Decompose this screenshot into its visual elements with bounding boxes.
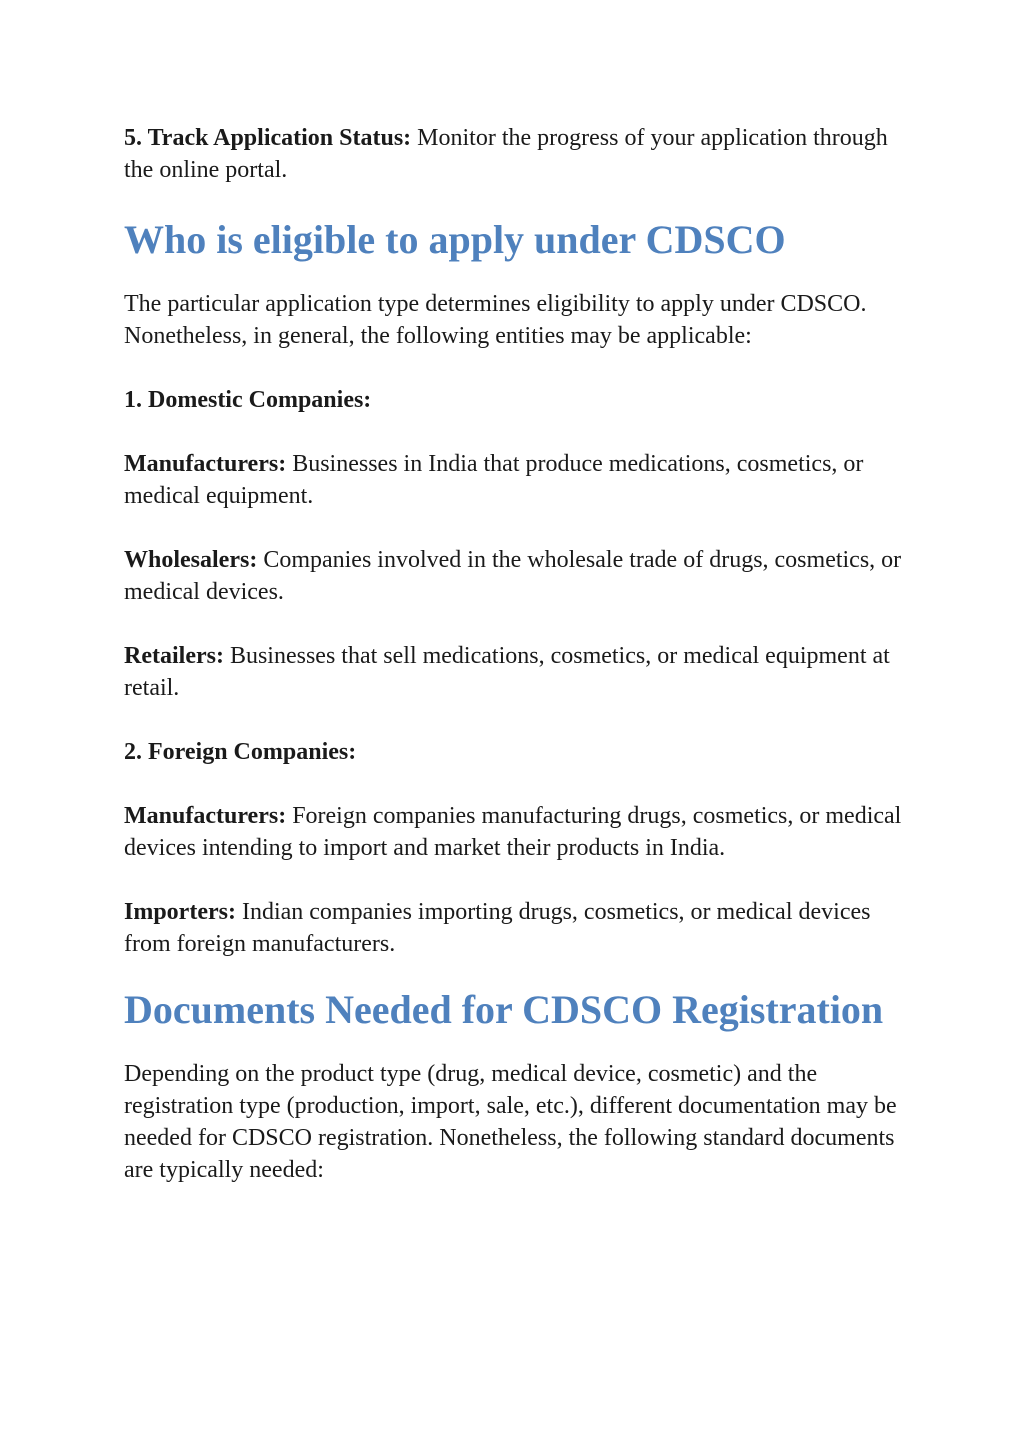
foreign-item-text: Foreign companies manufacturing drugs, cosmetics, or medical devices intending to import and market their products in India.	[124, 803, 902, 861]
documents-intro: Depending on the product type (drug, medical device, cosmetic) and the registration type (production, import, sale, etc.), different documentation may be needed for CDSCO registration. Nonetheless, the following standard documents are typically needed:	[124, 1061, 897, 1183]
eligibility-intro: The particular application type determines eligibility to apply under CDSCO. Nonetheless, in general, the following entities may be applicable:	[124, 291, 867, 349]
foreign-item-importers	[124, 896, 904, 960]
domestic-companies-title	[124, 384, 904, 416]
domestic-item-label: Wholesalers:	[124, 547, 258, 573]
foreign-companies-title-text: 2. Foreign Companies:	[124, 739, 357, 765]
domestic-item-text: Businesses that sell medications, cosmetics, or medical equipment at retail.	[124, 643, 890, 701]
foreign-item-label: Manufacturers:	[124, 803, 287, 829]
domestic-item-retailers	[124, 640, 904, 704]
domestic-item-label: Retailers:	[124, 643, 224, 669]
foreign-item-text: Indian companies importing drugs, cosmetics, or medical devices from foreign manufacturers.	[124, 899, 871, 957]
foreign-companies-title	[124, 736, 904, 768]
domestic-item-wholesalers	[124, 544, 904, 608]
heading-documents-needed: Documents Needed for CDSCO Registration	[124, 987, 884, 1032]
foreign-item-label: Importers:	[124, 899, 236, 925]
domestic-companies-title-text: 1. Domestic Companies:	[124, 387, 372, 413]
step-5-paragraph	[124, 122, 904, 186]
document-page	[124, 122, 904, 1186]
domestic-item-label: Manufacturers:	[124, 451, 287, 477]
step-5-text: Monitor the progress of your application through the online portal.	[124, 125, 888, 183]
domestic-item-manufacturers	[124, 448, 904, 512]
foreign-item-manufacturers	[124, 800, 904, 864]
domestic-item-text: Companies involved in the wholesale trade of drugs, cosmetics, or medical devices.	[124, 547, 902, 605]
domestic-item-text: Businesses in India that produce medications, cosmetics, or medical equipment.	[124, 451, 864, 509]
heading-who-is-eligible: Who is eligible to apply under CDSCO	[124, 217, 786, 262]
step-5-label: 5. Track Application Status:	[124, 125, 412, 151]
